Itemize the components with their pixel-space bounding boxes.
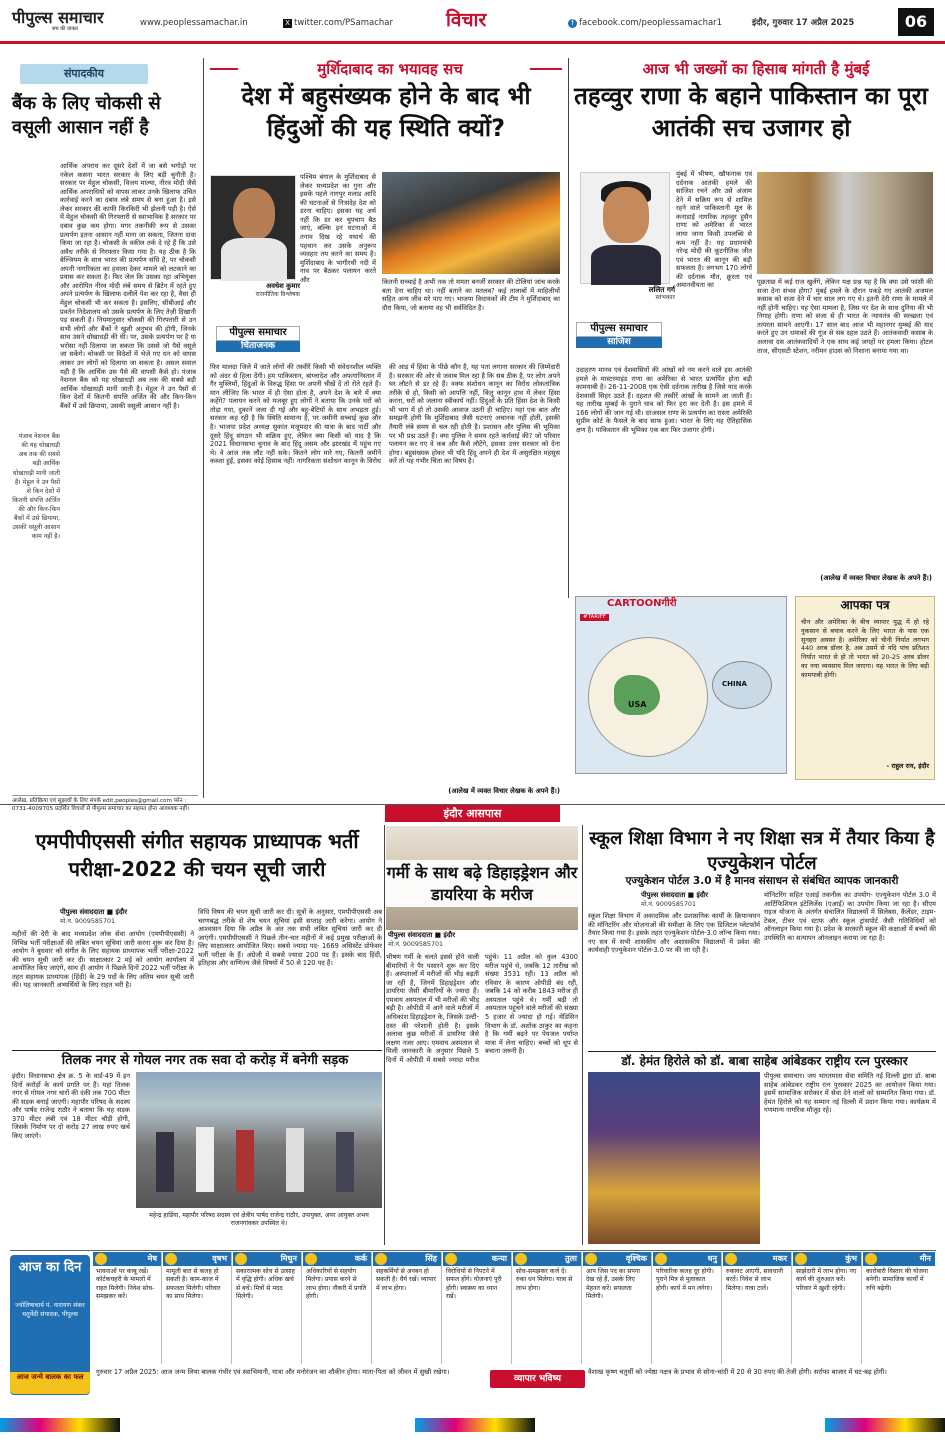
- rashi-text: मामूली बात से कलह हो सकती है। काम-काज में सफलता मिलेगी। परिवार का साथ मिलेगा।: [166, 1268, 221, 1300]
- brand-tag: चिंताजनक: [216, 341, 300, 353]
- logo-tagline: सच की ताकत: [52, 26, 79, 33]
- rashi-name: कुंभ: [845, 1254, 857, 1263]
- rashi-name: मेष: [147, 1254, 157, 1263]
- article-subheadline: एज्युकेशन पोर्टल 3.0 में है मानव संसाधन से संबंधित व्यापक जानकारी: [625, 875, 899, 887]
- website-link[interactable]: www.peoplessamachar.in: [140, 18, 248, 28]
- author-shirt: [221, 238, 287, 281]
- editorial-headline[interactable]: बैंक के लिए चोकसी से वसूली आसान नहीं है: [12, 93, 161, 138]
- article-headline[interactable]: देश में बहुसंख्यक होने के बाद भी हिंदुओं की यह स्थिति क्यों?: [241, 82, 531, 143]
- facebook-link[interactable]: [568, 18, 722, 29]
- rashi-card: [163, 1252, 232, 1364]
- article-body: फिर मालदा जिले में जाते लोगों की तस्वीरें किसी भी संवेदनशील व्यक्ति को अंदर से हिला देंगी। हम पाकिस्तान, बांग्लादेश और अफगानिस्तान में गैर मुस्लिमों, हिंदुओं के विरुद्ध हिंसा पर अपनी चीखें दें तो रोते रहते हैं। मान लीजिए कि भारत में ही ऐसा होता है, अपने देश के बारे में क्या कहेंगे? पलायन करने को मजबूर हुए लोगों ने बताया कि उनके घरों को तोड़ा गया, दुकानें जला दी गईं और बहू-बेटियों के साथ अभद्रता हुई। सरकार कह रही है कि स्थिति सामान्य है, पर जमीनी सच्चाई कुछ और है। भाजपा प्रदेश अध्यक्ष सुकांत मजूमदार की यात्रा के बाद पार्टी और दूसरे हिंदू संगठन भी सक्रिय हुए, लेकिन क्या किसी को याद है कि 2021 विधानसभा चुनाव के बाद हिंदू असम और झारखंड में पहुंच गए थे। वे आज तक लौट नहीं सके। कितने लोग मारे गए, कितनी जमीनें कब्जा हुईं, इसका कोई हिसाब नहीं। नागरिकता संशोधन कानून के विरोध की आड़ में हिंसा के पीछे कौन है, यह पता लगाना सरकार की जिम्मेदारी है। सरकार की ओर से जवाब मिल रहा है कि सब ठीक है, पर लोग अपने घर लौटने से डर रहे हैं। वक्फ संशोधन कानून का विरोध लोकतांत्रिक तरीके से हो, किसी को आपत्ति नहीं, किंतु कानून हाथ में लेकर हिंसा करना, घरों को जलाना स्वीकार्य नहीं। हिंदुओं के प्रति हिंसा देश के किसी भी भाग में हो तो उसकी आवाज उठनी ही चाहिए। यहां एक बात और समझनी होगी कि मुर्शिदाबाद जैसी घटनाएं अचानक नहीं होतीं, इसकी तैयारी लंबे समय से चल रही होती है। प्रशासन और पुलिस की भूमिका पर भी प्रश्न उठते हैं। क्या पुलिस ने समय रहते कार्रवाई की? जो परिवार पलायन कर गए वे कब और कैसे लौटेंगे, इसका उत्तर सरकार को देना होगा। बहुसंख्यक होकर भी यदि हिंदू अपने ही देश में असुरक्षित महसूस करें तो यह गंभीर चिंता का विषय है।: [210, 363, 560, 466]
- logo-text: पीपुल्स समाचार: [12, 8, 104, 27]
- color-swatch: [825, 1418, 945, 1432]
- rashi-name: धनु: [707, 1254, 717, 1263]
- rashi-card: [583, 1252, 652, 1364]
- rashi-card: [373, 1252, 442, 1364]
- aquarius-icon: [795, 1253, 807, 1265]
- author-name: अवधेश कुमार: [266, 282, 300, 290]
- column-divider: [568, 58, 569, 598]
- fire-photo: [382, 172, 560, 274]
- author-name: ललित गर्ग: [648, 285, 675, 294]
- article-phone: मो.नं. 9009585701: [388, 941, 443, 948]
- column-divider: [582, 825, 583, 1245]
- newspaper-logo[interactable]: [12, 8, 104, 33]
- rashi-name: वृषभ: [212, 1254, 227, 1263]
- photo-caption: महेन्द्र हार्डिया, महापौर परिषद सदस्य एवं क्षेत्रीय पार्षद राजेन्द्र राठौर, उपायुक्त, अपर आयुक्त अभय राजनगांवकर उपस्थित थे।: [149, 1212, 369, 1228]
- article-body-column: कितनी सच्चाई है अभी तक तो ममता बनर्जी सरकार की टोलियां जांच करके बता देना चाहिए था। नहीं बताने का मतलब? कई तालाबों में माहिलीयों सहित अन्य जीव मरे पाए गए। भाजपा विधायकों की टीम ने मुर्शिदाबाद का दौरा किया, जो बताया वह भी सर्वविदित है।: [382, 278, 560, 312]
- aries-icon: [95, 1253, 107, 1265]
- article-phone: मो.नं. 9009585701: [641, 901, 696, 908]
- virgo-icon: [445, 1253, 457, 1265]
- dateline: इंदौर, गुरुवार 17 अप्रैल 2025: [752, 18, 855, 28]
- author-face: [603, 187, 649, 243]
- business-flag: व्यापार भविष्य: [490, 1370, 585, 1388]
- person-figure: [196, 1127, 214, 1192]
- letters-title: आपका पत्र: [840, 598, 890, 612]
- author-suit: [591, 245, 661, 285]
- section-label: इंदौर आसपास: [385, 805, 560, 822]
- article-byline: पीपुल्स संवाददाता ■ इंदौर: [641, 891, 708, 899]
- leo-icon: [375, 1253, 387, 1265]
- rashi-text: सोच-समझकर कर्ज दें। रुका धन मिलेगा। यात्रा से लाभ होगा।: [516, 1268, 573, 1292]
- article-body-column: पूछताछ में कई राज खुलेंगे, लेकिन यक्ष प्रश्न यह है कि क्या उसे फांसी की सजा देना संभव होगा? मुंबई हमले के दौरान पकड़े गए आतंकी अजमल कसाब को सजा देने में चार साल लग गए थे। इतनी देरी राणा के मामले में नहीं होनी चाहिए। यह ऐसा मामला है, जिस पर देश के साथ दुनिया की भी निगाह होगी। राणा को सजा से ही भारत के न्यायतंत्र की स्वच्छता एवं तत्परता सामने आएगी। 17 साल बाद आज भी महानगर मुम्बई की याद करते हुए उन धमाकों की गूंज से सब दहल उठते हैं। आतंकवादी कसाब के अलावा दस आतंकवादियों ने एक साथ कई जगहों पर हमला किया। होटल ताज, सीएसटी स्टेशन, नरीमन हाउस को निशाना बनाया गया था।: [757, 278, 933, 355]
- rashi-card: [863, 1252, 935, 1364]
- rashi-name: मिथुन: [280, 1254, 297, 1263]
- editorial-pullquote: पंजाब नेशनल बैंक की यह धोखाधड़ी अब तक की सबसे बड़ी आर्थिक धोखाधड़ी मानी जाती है। मेहुल ने उन पैसों से किन देशों में कितनी संपत्ति अर्जित की और किन-किन बैंकों में उसे छिपाया, उसकी वसूली आसान काम नहीं है।: [12, 433, 60, 541]
- article-kicker: आज भी जख्मों का हिसाब मांगती है मुंबई: [642, 60, 870, 78]
- kicker-rule: [530, 68, 562, 70]
- brand-box: [576, 322, 662, 350]
- kicker-rule: [210, 68, 238, 70]
- person-figure: [336, 1132, 354, 1192]
- business-note: वैशाख कृष्ण चतुर्थी को ज्येष्ठा नक्षत्र के प्रभाव से सोना-चांदी में 20 से 30 रुपए की तेजी होगी। सर्राफा बाजार में घट-बढ़ होगी।: [588, 1368, 887, 1376]
- article-phone: मो.नं. 9009585701: [60, 918, 115, 925]
- article-body: उदाहरण मानव एवं देशवासियों की आंखों को नम करने वाले इस आतंकी हमले के मास्टरमाइंड राणा का अमेरिका से भारत प्रत्यर्पित होना बड़ी कामयाबी है। 26-11-2008 एक ऐसी दर्दनाक तारीख है जिसे याद करके देशवासी सिहर उठते हैं। दहशत की तस्वीरें आंखों के सामने आ जाती हैं। यह तारीख मुम्बई के पुराने घाव को फिर हरा कर देती है। इस हमले में 166 लोगों की जान गई थी। दरअसल राणा के प्रत्यर्पण का रास्ता अमेरिकी सुप्रीम कोर्ट के फैसले के बाद साफ हुआ। भारत के लिए यह ऐतिहासिक क्षण है। पाकिस्तान की भूमिका एक बार फिर उजागर होगी।: [576, 366, 752, 434]
- cartoon-title: CARTOONगीरी: [607, 598, 677, 609]
- editorial-flag: संपादकीय: [20, 64, 148, 84]
- award-photo: [588, 1072, 760, 1244]
- rashi-text: रुकावट आएगी, सावधानी बरतें। निवेश से लाभ मिलेगा। यात्रा टालें।: [726, 1268, 784, 1292]
- libra-icon: [515, 1253, 527, 1265]
- article-body: महीनों की देरी के बाद मध्यप्रदेश लोक सेवा आयोग (एमपीपीएससी) ने विभिन्न भर्ती परीक्षाओं की लंबित चयन सूचियां जारी करना शुरू कर दिया है। आयोग ने बुधवार को संगीत के लिए सहायक प्राध्यापक भर्ती परीक्षा-2022 की चयन सूची जारी कर दी। साक्षात्कार 2 मई को आयोग कार्यालय में आयोजित किए जाएंगे, साथ ही आयोग ने पिछले दिनों 2022 भर्ती परीक्षा के तहत सहायक प्राध्यापक (हिंदी) के 29 पदों के लिए अंतिम चयन सूची जारी की। यह जानकारी अभ्यर्थियों के लिए राहत भरी है।: [12, 930, 194, 990]
- article-body-column: पश्चिम बंगाल के मुर्शिदाबाद से लेकर मध्यप्रदेश का गुना और इसके पहले नागपुर मलाड आदि की घटनाओं से निःसंदेह देश को डरना चाहिए। इसका यह अर्थ नहीं कि डर कर चुपचाप बैठ जाएं, बल्कि इन घटनाओं में तनाव दिख रहे यथार्थ की पहचान कर उसके अनुरूप व्यवहार तय करने का समय है। मुर्शिदाबाद के भागीरथी नदी में नाव पर बैठकर पलायन करते और: [300, 173, 376, 284]
- rashi-text: आप जिस पद का सपना देख रहे हैं, उसके लिए मेहनत करें। सफलता मिलेगी।: [586, 1268, 640, 1300]
- brand-tag: साजिश: [576, 337, 662, 349]
- rashi-card: [233, 1252, 302, 1364]
- rashi-text: विरोधियों से निपटने में सफल होंगे। योजनाएं पूरी होंगी। स्वास्थ्य का ध्यान रखें।: [446, 1268, 502, 1300]
- letters-signature: - राहुल राय, इंदौर: [886, 762, 929, 770]
- gemini-icon: [235, 1253, 247, 1265]
- rashi-card: [513, 1252, 582, 1364]
- capricorn-icon: [725, 1253, 737, 1265]
- rashi-text: भावनाओं पर काबू रखें। कोर्टकचहरी के मामलों में राहत मिलेगी। निवेश सोच-समझकर करें।: [96, 1268, 155, 1300]
- twitter-icon: X: [283, 19, 292, 28]
- facebook-handle: facebook.com/peoplessamachar1: [579, 18, 723, 28]
- author-face: [233, 188, 275, 240]
- rashi-card: [793, 1252, 862, 1364]
- today-text: ज्योतिषाचार्य पं. नारायण शंकर चतुर्वेदी संपादक, पीपुल्स: [15, 1302, 85, 1318]
- day-note: गुरुवार 17 अप्रैल 2025: आज जन्म लिया बालक गंभीर एवं स्वाभिमानी, यात्रा और मनोरंजन का शौकीन होगा। माता-पिता को जीवन में सुखी रखेगा।: [96, 1368, 450, 1376]
- page-number: 06: [898, 8, 934, 36]
- article-headline[interactable]: स्कूल शिक्षा विभाग ने नए शिक्षा सत्र में तैयार किया है एज्युकेशन पोर्टल: [589, 828, 935, 875]
- rashi-name: कन्या: [491, 1254, 507, 1263]
- site-visit-photo: [136, 1072, 382, 1208]
- rashi-text: परिवारिक कलह दूर होगी। पुराने मित्र से मुलाकात होगी। कार्य में मन लगेगा।: [656, 1268, 714, 1292]
- rashi-name: मीन: [919, 1254, 931, 1263]
- taj-hotel-photo: [757, 172, 933, 274]
- article-end-note: (आलेख में व्यक्त विचार लेखक के अपने हैं।): [448, 787, 560, 795]
- column-divider: [203, 58, 204, 798]
- article-end-note: (आलेख में व्यक्त विचार लेखक के अपने हैं।): [820, 574, 932, 582]
- rashi-text: कारोबारी विस्तार की योजना बनेगी। सामाजिक कार्यों में रुचि बढ़ेगी।: [866, 1268, 928, 1292]
- taurus-icon: [165, 1253, 177, 1265]
- cancer-icon: [305, 1253, 317, 1265]
- rashi-name: सिंह: [425, 1254, 437, 1263]
- person-figure: [236, 1130, 254, 1192]
- rashi-name: वृश्चिक: [625, 1254, 647, 1263]
- sagittarius-icon: [655, 1253, 667, 1265]
- facebook-icon: f: [568, 19, 577, 28]
- article-headline[interactable]: तिलक नगर से गोयल नगर तक सवा दो करोड़ में बनेगी सड़क: [61, 1053, 349, 1068]
- rashi-name: कर्क: [354, 1254, 367, 1263]
- color-swatch: [0, 1418, 120, 1432]
- today-title: आज का दिन: [18, 1260, 82, 1275]
- column-divider: [384, 825, 385, 1245]
- article-body: मॉनिटरिंग सहित एआई तकनीक का उपयोग- एज्युकेशन पोर्टल 3.0 में आर्टिफिशियल इंटेलिजेंस (एआई) का उपयोग किया जा रहा है। सीएम राइज योजना के अंतर्गत संचालित विद्यालयों में सिलेबस, कैलेंडर, टाइम-टेबल, टीचर एवं स्टाफ और स्कूल ट्रांसपोर्ट जैसी गतिविधियों को ऑनलाइन किया गया है। प्रदेश के सरकारी स्कूल की कक्षाओं में बच्चों की उपस्थिति का सत्यापन ऑनलाइन कराया जा रहा है।: [764, 891, 936, 942]
- article-byline: पीपुल्स संवाददाता ■ इंदौर: [60, 908, 127, 916]
- cartoon-tag: #TARIFF: [580, 614, 609, 621]
- brand-box: [216, 326, 300, 354]
- rashi-card: [93, 1252, 162, 1364]
- rashi-card: [303, 1252, 372, 1364]
- article-headline[interactable]: डॉ. हेमंत हिरोले को डॉ. बाबा साहेब आंबेडकर राष्ट्रीय रत्न पुरस्कार: [621, 1054, 908, 1068]
- author-role: स्तंभकार: [655, 294, 675, 301]
- rashi-text: अधिकारियों से सहयोग मिलेगा। प्रयास करने से लाभ होगा। नौकरी में प्रगति होगी।: [306, 1268, 367, 1300]
- brand-name: पीपुल्स समाचार: [216, 326, 300, 341]
- rashi-text: सहकर्मियों से अनबन हो सकती है। धैर्य रखें। व्यापार में लाभ होगा।: [376, 1268, 436, 1292]
- rashi-card: [723, 1252, 792, 1364]
- article-body-column: मुंबई में भीषण, खौफनाक एवं दर्दनाक आतंकी हमले की साजिश रचने और उसे अंजाम देने में सक्रिय रूप से शामिल रहने वाले पाकिस्तानी मूल के कनाडाई नागरिक तहव्वुर हुसैन राणा को अमेरिका से भारत लाया जाना किसी उपलब्धि से कम नहीं है। यह प्रधानमंत्री नरेन्द्र मोदी की कूटनीतिक जीत एवं भारत की कानून की बड़ी सफलता है। लगभग 170 लोगों की दर्दनाक मौत, क्रूरता एवं अमानवीयता का: [676, 170, 752, 290]
- rashi-text: साझेदारी में लाभ होगा। नए कार्य की शुरुआत करें। परिवार में खुशी रहेगी।: [796, 1268, 857, 1292]
- person-figure: [156, 1132, 174, 1192]
- letters-body: चीन और अमेरिका के बीच व्यापार युद्ध में हो रहे नुकसान से बचाव करने के लिए भारत के पास एक सुनहरा अवसर है। अमेरिका को चीनी निर्यात लगभग 440 अरब डॉलर है, अब उसमें से यदि पांच प्रतिशत निर्यात भारत से हो तो भारत को 20-25 अरब डॉलर का नया व्यवसाय मिल जाएगा। यह भारत के लिए बड़ी कामयाबी होगी।: [801, 618, 929, 679]
- editorial-footer: आलेख, प्रतिक्रिया एवं सुझावों के लिए संपर्क edit.peoples@gmail.com फोन : 0731-4009705 प्रदर्शित विचारों से पीपुल्स समाचार का सहमत होना आवश्यक नहीं।: [12, 795, 198, 813]
- brand-name: पीपुल्स समाचार: [576, 322, 662, 337]
- article-headline[interactable]: तहव्वुर राणा के बहाने पाकिस्तान का पूरा आतंकी सच उजागर हो: [574, 82, 928, 143]
- rashi-name: मकर: [772, 1254, 787, 1263]
- article-kicker: मुर्शिदाबाद का भयावह सच: [317, 60, 463, 78]
- divider: [12, 1050, 382, 1051]
- article-body: भीषण गर्मी के चलते इससे होने वाली बीमारियों ने पैर पसारने शुरू कर दिए हैं। अस्पतालों में मरीजों की भीड़ बढ़ती जा रही है, जिनमें डिहाइड्रेशन और डायरिया जैसी बीमारियों के ज्यादा हैं। एमवाय अस्पताल में भी मरीजों की भीड़ बढ़ी है। ओपीडी में आने वाले मरीजों में अधिकांश डिहाइड्रेशन के, जिसके उल्टी-दस्त की परेशानी होती है। इसके अलावा कुछ मरीजों में डायरिया जैसे लक्षण नजर आए। एमवाय अस्पताल से मिली जानकारी के अनुसार पिछले 5 दिनों में ओपीडी में सबसे ज्यादा मरीज पहुंचे। 11 अप्रैल को कुल 4300 मरीज पहुंचे थे, जबकि 12 तारीख को संख्या 3531 रही। 13 अप्रैल को रविवार के कारण ओपीडी बंद रही, जबकि 14 को करीब 1843 मरीज ही अस्पताल पहुंचे थे। गर्मी बढ़ी तो अस्पताल पहुंचने वाले मरीजों की संख्या 5 हजार से ज्यादा हो गई। मेडिसिन विभाग के डॉ. अशोक ठाकुर का कहना है कि गर्मी बढ़ने पर पेयजल पर्याप्त मात्रा में लेना चाहिए। बच्चों को धूप से बचाना जरूरी है।: [386, 953, 578, 1064]
- scorpio-icon: [585, 1253, 597, 1265]
- article-body: इंदौर। विधानसभा क्षेत्र क्र. 5 के वार्ड-49 में इन दिनों करोड़ों के कार्य प्रगति पर हैं। यहां तिलक नगर से गोयल नगर चारों की दंकी तक 700 मीटर की सड़क बनाई जाएगी। महापौर परिषद के सदस्य और पार्षद राजेन्द्र राठौर ने बताया कि यह सड़क 370 मीटर लंबी एवं 18 मीटर चौड़ी होगी, जिसके निर्माण पर दो करोड़ 27 लाख रुपए खर्च किए जाएंगे।: [12, 1072, 130, 1140]
- rashi-text: सकारात्मक सोच से उत्साह में वृद्धि होगी। अधिक खर्च से बचें। मित्रों से मदद मिलेगी।: [236, 1268, 295, 1300]
- twitter-handle: twitter.com/PSamachar: [294, 18, 393, 28]
- rashi-card: [653, 1252, 722, 1364]
- article-headline[interactable]: गर्मी के साथ बढ़े डिहाइड्रेशन और डायरिया के मरीज: [386, 860, 578, 907]
- today-flag: आज जन्मे बालक का फल: [10, 1372, 90, 1394]
- article-body: पीपुल्स समाचार। जय भारतमाता सेवा समिति नई दिल्ली द्वारा डॉ. बाबा साहेब आंबेडकर राष्ट्रीय रत्न पुरस्कार 2025 का आयोजन किया गया। इसमें सामाजिक सरोकार में सेवा देने वालों को सम्मानित किया गया। डॉ. हेमंत हिरोले को यह सम्मान नई दिल्ली में प्रदान किया गया। कार्यक्रम में गणमान्य नागरिक मौजूद रहे।: [764, 1072, 936, 1115]
- cartoon-label-usa: USA: [628, 700, 647, 709]
- divider: [588, 1051, 936, 1052]
- twitter-link[interactable]: [283, 18, 393, 29]
- rashi-name: तुला: [564, 1254, 577, 1263]
- editorial-body: आर्थिक अपराध कर दूसरे देशों में जा बसे भगोड़ों पर नकेल कसना भारत सरकार के लिए बड़ी चुनौती है। सरकार पर मेहुल चोकसी, विजय माल्या, नीरव मोदी जैसे आर्थिक अपराधियों को वापस लाकर उनके खिलाफ उचित कार्रवाई करने का दबाव लंबे समय से बना हुआ है। इसे लेकर सरकार की काफी किरकिरी भी झेलनी पड़ी है। ऐसे में मेहुल चोकसी की गिरफ्तारी से स्वाभाविक है सरकार पर दबाव कुछ कम होगा। मगर तकनीकी रूप से उसका प्रत्यर्पण इतना आसान नहीं माना जा सकता, जितना दावा किया जा रहा है। चोकसी के वकील तर्क दे रहे हैं कि उसे अवैध तरीके से गिरफ्तार किया गया है। यह ठीक है कि बेल्जियम के साथ भारत की प्रत्यर्पण संधि है, पर चोकसी अपनी नागरिकता का हवाला देकर मामले को लटकाने का प्रयास कर सकता है। फिर जेल कि उसका रहा अभियुक्त और आरोपित नीरव मोदी लंबे समय से ब्रिटेन में रहते हुए अपने प्रत्यर्पण के खिलाफ दलीलें पेश कर रहा है, वैसा ही मेहुल चोकसी भी कर सकता है। इसलिए, सीबीआई और प्रवर्तन निदेशालय को उसके प्रत्यर्पण के लिए तेज़ी दिखानी पड़ सकती है। नियमानुसार चोकसी की गिरफ्तारी से उन सभी लोगों और बैंकों ने खुशी अनुभव की होगी, जिनके साथ उसने धोखाधड़ी की थी। पर, उसके प्रत्यर्पण पर है या भरोसा नहीं दिलाया जा सकता कि उससे जो पैसे वसूले जा सकेंगे। चोकसी पर विदेशों में भेजे गए धन को वापस लाकर उन लोगों को दिलाया जा सकता है। असल सवाल यही है कि आर्थिक उस पैसे की वापसी कैसे हो। पंजाब नेशनल बैंक को यह धोखाधड़ी अब तक की सबसे बड़ी आर्थिक धोखाधड़ी मानी जाती है। मेहुल ने उन पैसों से किन देशों में कितनी संपत्ति अर्जित की और किन-किन बैंकों में उसे छिपाया, उसकी वसूली आसान नहीं है।: [60, 162, 196, 410]
- article-headline[interactable]: एमपीपीएससी संगीत सहायक प्राध्यापक भर्ती परीक्षा-2022 की चयन सूची जारी: [35, 829, 359, 881]
- person-figure: [286, 1128, 304, 1192]
- author-photo: [580, 172, 670, 284]
- article-body: विधि विषय की चयन सूची जारी कर दी। सूत्रों के अनुसार, एमपीपीएससी अब चरणबद्ध तरीके से शेष चयन सूचियां इसी सप्ताह जारी करेगा। आयोग ने आश्वासन दिया कि अप्रैल के अंत तक सभी लंबित सूचियां जारी कर दी जाएंगी। एमपीपीएससी ने पिछले तीन-चार महीनों में कई प्रमुख परीक्षाओं के लिए साक्षात्कार आयोजित किए। सबसे ज्यादा पद- 1669 असिस्टेंट प्रोफेसर भर्ती परीक्षा के हैं। अंग्रेजी में सबसे ज्यादा 200 पद हैं। इसके बाद हिंदी, इतिहास और वाणिज्य जैसे विषयों में 50 से 120 पद हैं।: [198, 908, 382, 968]
- pisces-icon: [865, 1253, 877, 1265]
- author-role: राजनीतिक विश्लेषक: [255, 291, 300, 298]
- article-byline: पीपुल्स संवाददाता ■ इंदौर: [388, 931, 455, 939]
- article-body: स्कूल शिक्षा विभाग में अकादमिक और प्रशासनिक कार्यों के क्रियान्वयन की मॉनिटरिंग और योजनाओं की समीक्षा के लिए एक डिजिटल प्लेटफॉर्म तैयार किया गया है। इसके तहत एज्युकेशन पोर्टल-3.0 लॉन्च किया गया। नए सत्र में सभी शासकीय और अशासकीय विद्यालयों में प्रवेश की कार्यवाही एज्युकेशन पोर्टल-3.0 पर की जा रही है।: [588, 912, 760, 955]
- color-swatch: [415, 1418, 535, 1432]
- rashi-card: [443, 1252, 512, 1364]
- cartoon-panel: [575, 596, 787, 774]
- author-photo: [210, 175, 296, 280]
- cartoon-label-china: CHINA: [722, 680, 747, 688]
- section-title: विचार: [446, 9, 487, 31]
